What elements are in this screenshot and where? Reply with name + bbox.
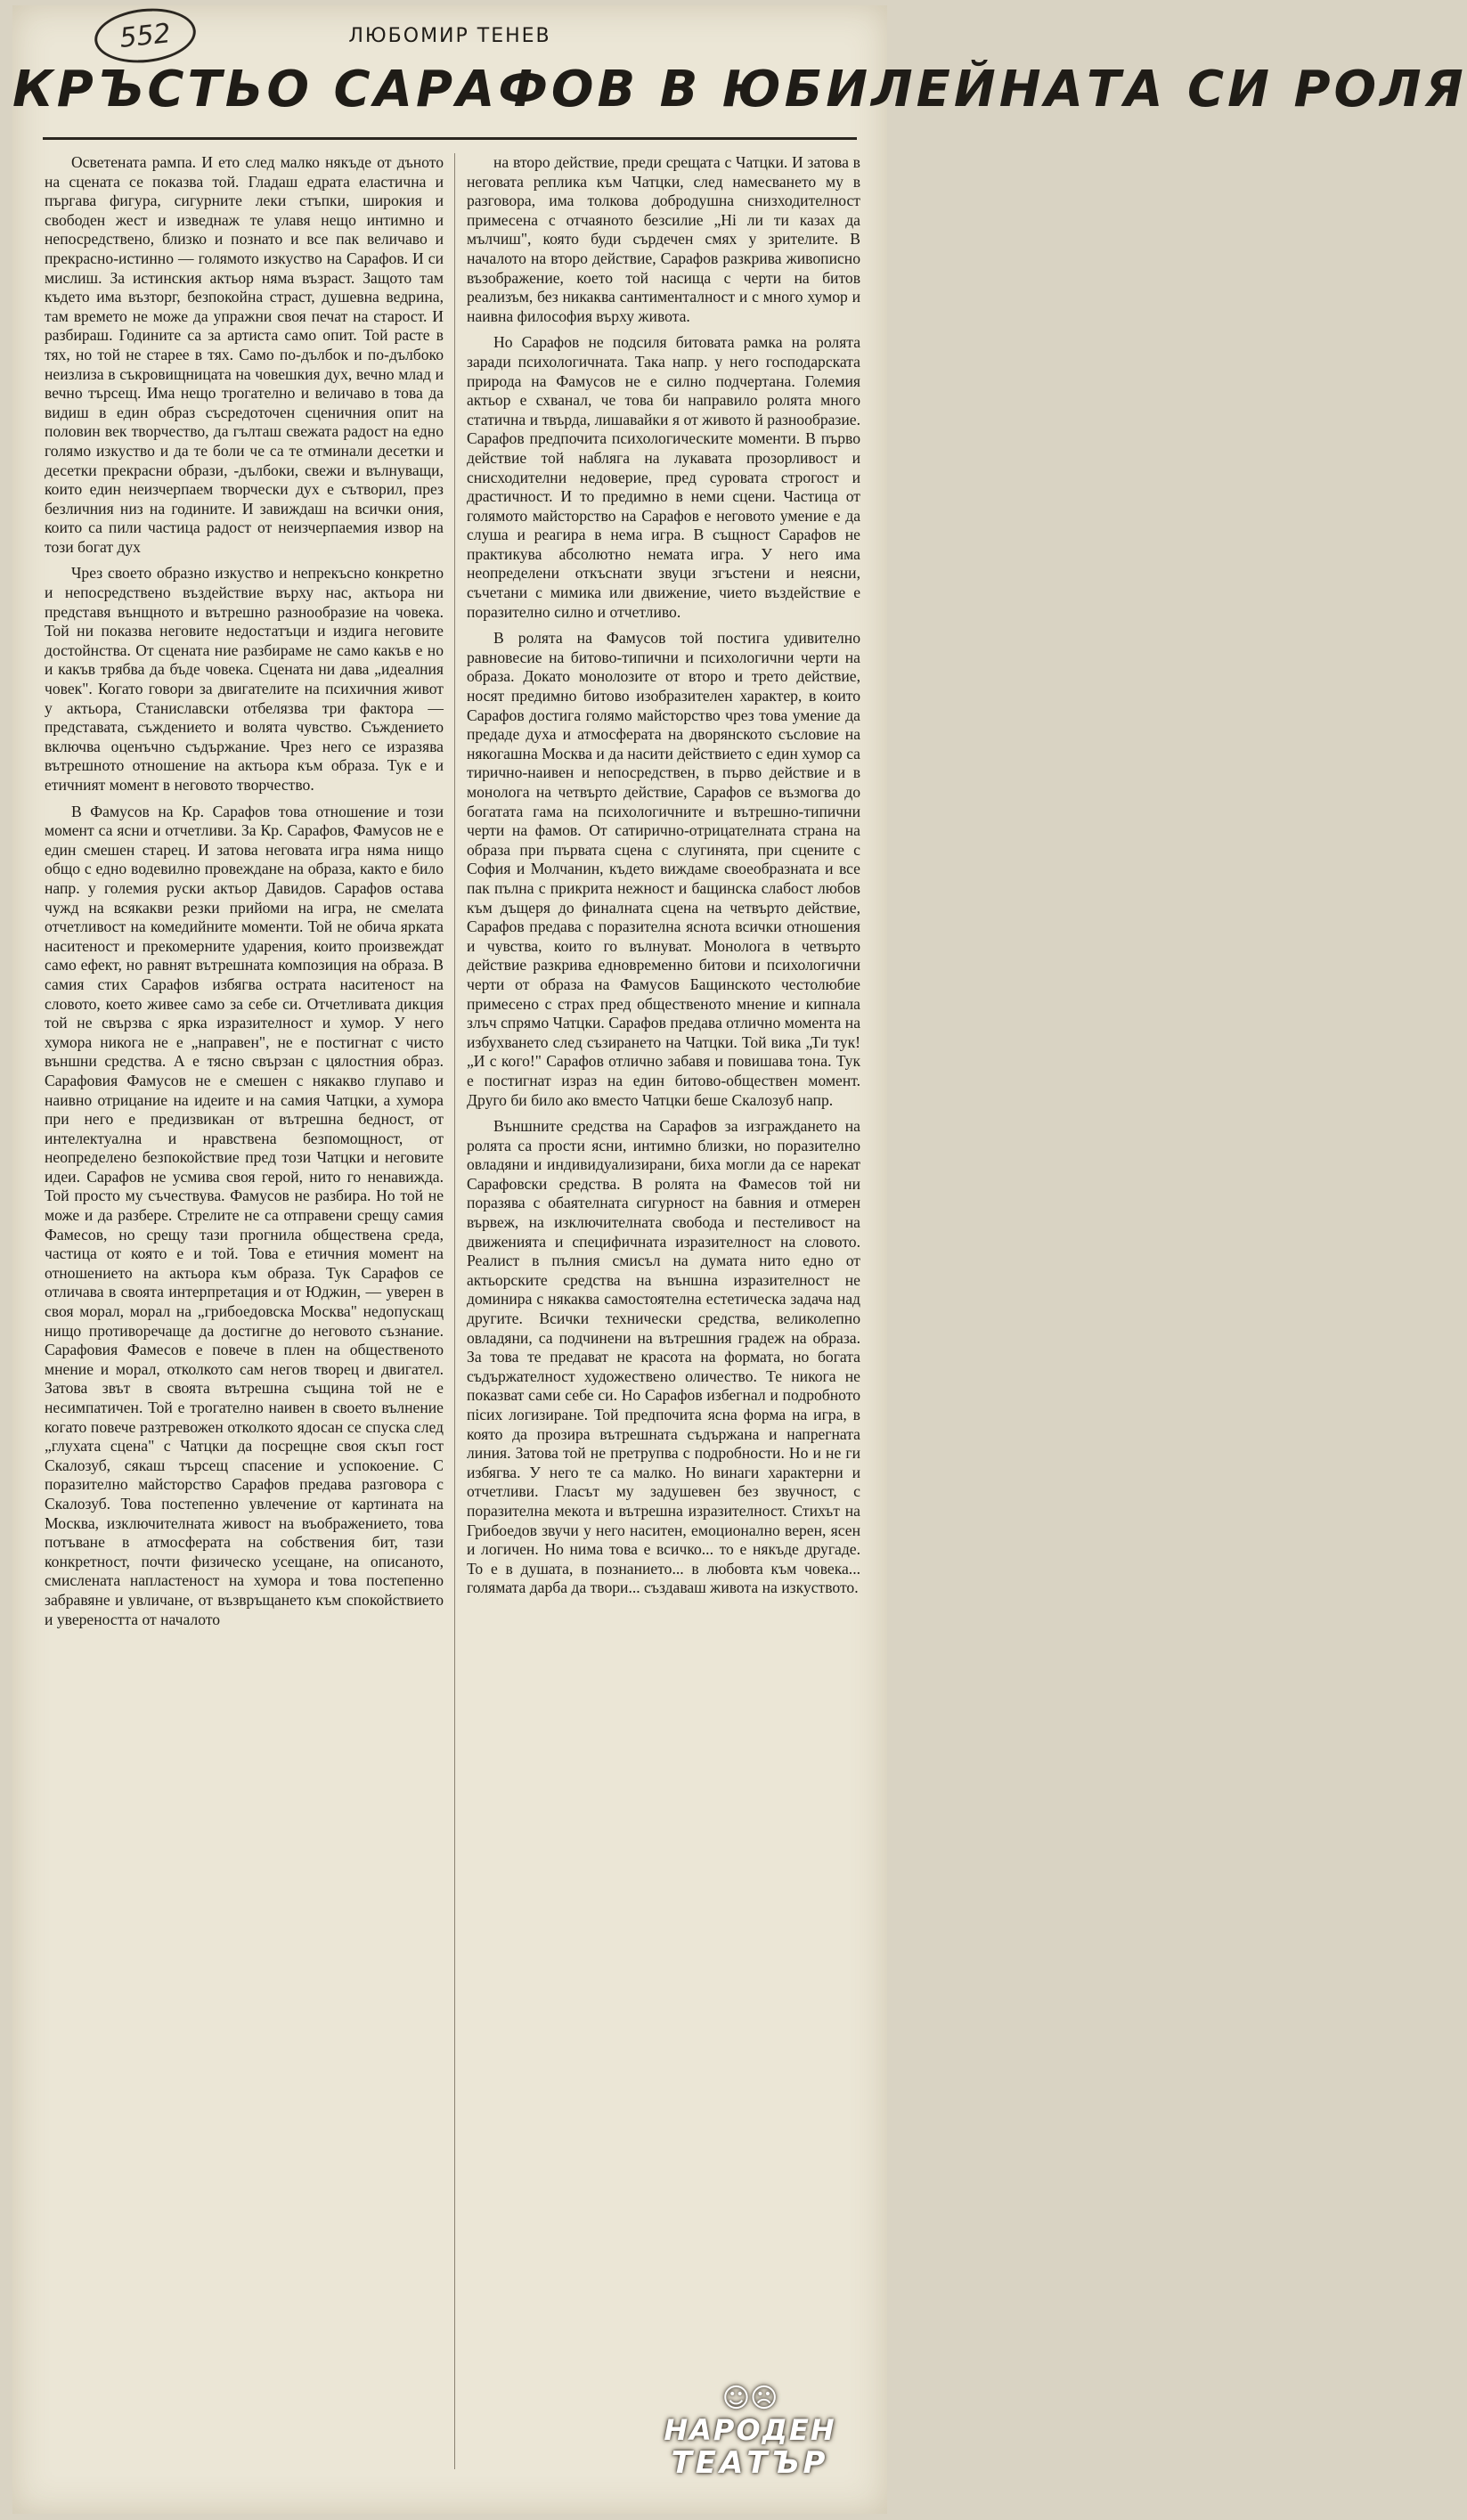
article-headline: КРЪСТЬО САРАФОВ В ЮБИЛЕЙНАТА СИ РОЛЯ — [12, 61, 1467, 118]
column-divider — [454, 153, 455, 2469]
stamp-line-1: НАРОДЕН — [664, 2413, 836, 2447]
newspaper-clipping — [12, 5, 1467, 2514]
stamp-line-2: ТЕАТЪР — [671, 2445, 829, 2481]
theatre-mask-icon: ☺☹ — [721, 2383, 778, 2414]
paragraph: Осветената рампа. И ето след малко някъде от дъното на сцената се показва той. Гладаш едрата еластична и пъргава фигура, сигурните леки стъпки, широкия и свободен жест и изведнаж те улавя нещо интимно и непосредствено, близко и познато и все пак величаво и прекрасно-истинно — голямото изкуство на Сарафов. И си мислиш. За истинския актьор няма възраст. Защото там където има възторг, безпокойна страст, душевна ведрина, там времето не може да упражни своя печат на старост. И разбираш. Годините са за артиста само опит. Той расте в тях, но той не старее в тях. Само по-дълбок и по-дълбоко неизлиза в съкровищницата на човешкия дух, вечно млад и вечно търсещ. Има нещо трогателно и величаво в това да видиш в един образ съсредоточен сценичния опит на половин век творчество, да гълташ свежата радост на едно голямо изкуство и да те боли че са те отминали десетки и десетки прекрасни образи, -дълбоки, свежи и вълнуващи, които един неизчерпаем творчески дух е сътворил, през безличния низ на годините. И завиждаш на всички ония, които са пили частица радост от неизчерпаемия извор на този богат дух — [45, 153, 444, 556]
author-byline: ЛЮБОМИР ТЕНЕВ — [348, 25, 551, 47]
paragraph: Но Сарафов не подсиля битовата рамка на ролята заради психологичната. Така напр. у него господарската природа на Фамусов не е силно подчертана. Големия актьор е схванал, че това би направило ролята много статична и твърда, лишавайки я от живото й разнообразие. Сарафов предпочита психологическите моменти. В първо действие той наблягa на лукавата прозорливост и снисходителни недоверие, пред суровата строгост и драстичност. И то предимно в неми сцени. Частица от голямото майсторство на Сарафов е неговото умение е да слуша и реагира в нема игра. В същност Сарафов не практикува абсолютно немата игра. У него има неопределени откъснати звуци згъстени и неясни, съчетани с мимика или движение, чието въздействие е поразително силно и отчетливо. — [467, 333, 860, 621]
page-number: 552 — [92, 4, 199, 68]
right-column — [467, 153, 860, 2469]
theatre-stamp-logo — [652, 2384, 848, 2500]
paragraph: В Фамусов на Кр. Сарафов това отношение и този момент са ясни и отчетливи. За Кр. Сарафов, Фамусов не е един смешен старец. И затова неговата игра няма нищо общо с едно водевилно провеждане на образа, както е било напр. у големия руски актьор Давидов. Сарафов остава чужд на всякакви резки прийоми на игра, не смелата отчетливост на комедийните моменти. Той не обича ярката наситеност и прекомерните ударения, които произвеждат само ефект, но равнят вътрешната композиция на образа. В самия стих Сарафов избягва острата наситеност на словото, което живее само за себе си. Отчетливата дикция той не свързва с ярка изразителност и хумор. У него хумора никога не е „направен", не е постигнат с чисто външни средства. А е тясно свързан с цялостния образ. Сарафовия Фамусов не е смешен с някакво глупаво и наивно отрицание на идеите и на самия Чатцки, а хумора при него е предизвикан от вътрешна бедност, от интелектуална и нравствена безпомощност, от неопределено безпокойствие пред този Чатцки и неговите идеи. Сарафов не усмива своя герой, нито го ненавижда. Той просто му съчествува. Фамусов не разбира. Но той не може и да разбере. Стрелите не са отправени срещу самия Фамесов, но срещу тази прогнила обществена среда, частица от която е и той. Това е етичния момент на отношението на актьора към образа. Тук Сарафов се отличава в своята интерпретация и от Юджин, — уверен в своя морал, морал на „грибоедовска Москва" недопускащ нищо противоречаще да достигне до неговото съзнание. Сарафовия Фамесов е повече в плен на общественото мнение и морал, отколкото сам негов творец и двигател. Затова звът в своята вътрешна същина той не е несимпатичен. Той е трогателно наивен в своето вълнение когато повече разтревожен отколкото ядосан се спуска след „глухата сцена" с Чатцки да посрещне своя скъп гост Скалозуб, сякаш търсещ спасение и успокоение. С поразително майсторство Сарафов предава разговора с Скалозуб. Това постепенно увлечение от картината на Москва, изключителната живост на въображението, това потъване в атмосферата на собствения бит, тази конкретност, почти физическо усещане, на описаното, смислената напластеност на хумора и това постепенно забравяне и увличане, от възвръщането към спокойствието и увереността от началото — [45, 802, 444, 1628]
paragraph: на второ действие, преди срещата с Чатцки. И затова в неговата реплика към Чатцки, след намесването му в разговора, има толкова добродушна снизходителност примесена с отчаяното безсилие „Ні ли ти казах да мълчиш", която буди сърдечен смях у зрителите. В началото на второ действие, Сарафов разкрива живописно възображение, което той насища с черти на битов реализъм, без никаква сантименталност и с много хумор и наивна философия върху живота. — [467, 153, 860, 325]
paragraph: Външните средства на Сарафов за изграждането на ролята са прости ясни, интимно близки, но поразително овладяни и индивидуализирани, биха могли да се нарекат Сарафовски средства. В ролята на Фамесов той ни поразява с обаятелната сигурност на бавния и отмерен вървеж, на изключителната свобода и пестеливост на движенията и специфичната изразителност на словото. Реалист в пълния смисъл на думата нито едно от актьорските средства на външна изразителност не доминира с някаква самостоятелна естетическа задача над другите. Всички технически средства, великолепно овладяни, са подчинени на вътрешния градеж на образа. За това те предават не красота на формата, но богата съдържателност художествено оличество. Те никога не показват сами себе си. Но Сарафов избегнал и подробното пісих логизиране. Той предпочита ясна форма на игра, в която да прозира вътрешната съдържана и напрегната линия. Затова той не претрупва с подробности. Но и не ги избягва. У него те са малко. Но винаги характерни и отчетливи. Гласът му задушевен без звучност, с поразителна мекота и вътрешна изразителност. Стихът на Грибоедов звучи у него наситен, емоционално верен, ясен и логичен. Но нима това е всичко... то е някъде другаде. То е в душата, в познанието... в любовта към човека... голямата дарба да твори... създаваш живота на изкуството. — [467, 1117, 860, 1597]
left-column — [45, 153, 444, 2469]
paragraph: Чрез своето образно изкуство и непрекъсно конкретно и непосредствено въздействие върху нас, актьора ни представя вънщното и вътрешно разнообразие на човека. Той ни показва неговите недостатъци и издига неговите достойнства. От сцената ние разбираме не само какъв е но и какъв трябва да бъде човека. Сцената ни дава „идеалния човек". Когато говори за двигателите на психичния живот у актьора, Станиславски отбелязва три фактора — представата, съждението и волята чувство. Съждението включва оценъчно съдържание. Чрез него се изразява вътрешното отношение на актьора към образа. Тук е и етичният момент в неговото творчество. — [45, 564, 444, 794]
paragraph: В ролята на Фамусов той постига удивително равновесие на битово-типични и психологични черти на образа. Докато монолозите от второ и трето действие, носят предимно битово изобразителен характер, в които Сарафов достига голямо майсторство чрез това умение да предаде духа и атмосферата на дворянското съсловие на някогашна Москва и да насити действието с един хумор са тирично-наивен и непосредствен, в първо действие и в монолога на четвърто действие, Сарафов се възмогва до богатата гама на психологичните и вътрешно-типични черти на фамов. От сатирично-отрицателната страна на образа при първата сцена с слугинята, при сцените с София и Молчанин, където виждаме своеобразната и все пак пълна с прикрита нежност и бащинска слабост любов към дъщеря до финалната сцена на четвърто действие, Сарафов предава с поразителна яснота всички отношения и чувства, които го вълнуват. Монолога в четвърто действие разкрива едновременно битови и психологични черти от образа на Фамусов Бащинското честолюбие примесено с страх пред общественото мнение и кипнала злъч спрямо Чатцки. Сарафов предава отлично момента на избухването след съзирането на Чатцки. Той вика „Ти тук! „И с кого!" Сарафов отлично забавя и повишава тона. Тук е постигнат израз на един битово-обществен момент. Друго би било ако вместо Чатцки беше Скалозуб напр. — [467, 629, 860, 1109]
headline-rule — [43, 137, 857, 140]
